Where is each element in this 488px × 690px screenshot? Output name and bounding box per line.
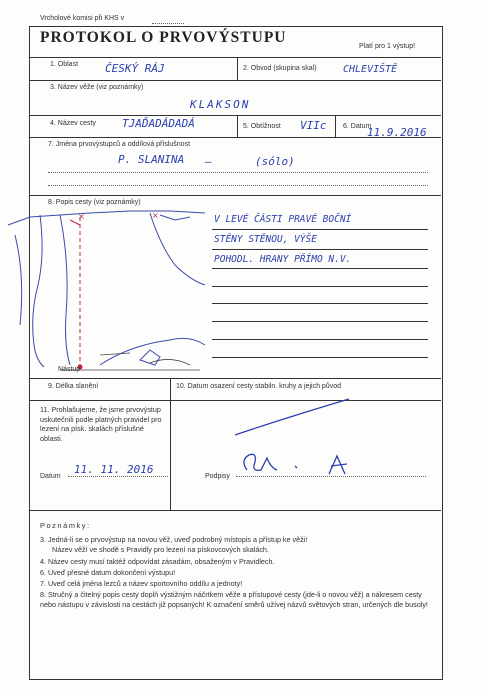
date-value: 11. 11. 2016	[74, 463, 154, 476]
date-label: Datum	[40, 473, 61, 480]
validity-note: Platí pro 1 výstup!	[359, 43, 416, 50]
notes-item: 7. Uveď celá jména lezců a název sportovního oddílu a jednoty!	[40, 579, 243, 588]
description-line-1: V LEVÉ ČÁSTI PRAVÉ BOČNÍ	[214, 214, 352, 225]
notes-item: 4. Název cesty musí taktéž odpovídat zásadám, obsaženým v Pravidlech.	[40, 557, 275, 566]
route-value: TJAĎADÁDADÁ	[122, 117, 195, 130]
date-label-6: 6. Datum	[343, 123, 372, 130]
committee-label: Vrcholové komisi při KHS v	[40, 15, 125, 22]
difficulty-value: VIIc	[300, 119, 327, 132]
climbers-value: P. SLANINA	[118, 153, 185, 166]
notes-item: 6. Uveď přesné datum dokončení výstupu!	[40, 568, 176, 577]
start-label: Nástup	[58, 366, 81, 373]
tower-label: 3. Název věže (viz poznámky)	[50, 84, 144, 91]
date-value-6: 11.9.2016	[367, 126, 427, 139]
page-title: PROTOKOL O PRVOVÝSTUPU	[40, 29, 287, 46]
rappel-label: 9. Délka slanění	[48, 383, 99, 390]
climbers-note: (sólo)	[255, 155, 295, 168]
description-line-2: STĚNY STĚNOU, VÝŠE	[214, 234, 317, 245]
description-line-3: POHODL. HRANY PŘÍMO N.V.	[214, 254, 352, 265]
svg-text:×: ×	[78, 212, 85, 221]
area-value: ČESKÝ RÁJ	[105, 62, 165, 75]
svg-text:×: ×	[152, 211, 159, 220]
route-sketch	[0, 195, 215, 380]
signatures-label: Podpisy	[205, 473, 230, 480]
climbers-label: 7. Jména prvovýstupců a oddílová příslušnost	[48, 141, 191, 148]
tower-value: KLAKSON	[190, 98, 251, 111]
difficulty-label: 5. Obtížnost	[243, 123, 281, 130]
district-label: 2. Obvod (skupina skal)	[243, 65, 317, 72]
declaration-text: 11. Prohlašujeme, že jsme prvovýstup uskutečnili podle platných pravidel pro lezení na písk. skalách příslušné oblasti.	[40, 405, 162, 443]
notes-item: Název věží ve shodě s Pravidly pro lezení na pískovcových skalách.	[52, 545, 269, 554]
description-label: 8. Popis cesty (viz poznámky)	[48, 199, 141, 206]
notes-title: Poznámky:	[40, 521, 91, 530]
committee-blank	[152, 23, 184, 24]
notes-item: 3. Jedná-li se o prvovýstup na novou věž, uveď podrobný místopis a přístup ke věži!	[40, 535, 308, 544]
signatures-scribble	[237, 450, 357, 480]
area-label: 1. Oblast	[50, 61, 79, 68]
bolts-strike	[232, 394, 352, 439]
route-label: 4. Název cesty	[50, 120, 96, 127]
district-value: CHLEVIŠTĚ	[343, 64, 398, 75]
bolts-label: 10. Datum osazení cesty stabiln. kruhy a jejich původ	[176, 383, 341, 390]
notes-item: 8. Stručný a čitelný popis cesty doplň výstižným náčrtkem věže a přístupové cesty (jde-li o novou věž) a nákresem cesty nebo nástupu v závislosti na cestách již popsaných! K označení směrů užívej názvů světových stran, určených dle busoly!	[40, 590, 428, 609]
